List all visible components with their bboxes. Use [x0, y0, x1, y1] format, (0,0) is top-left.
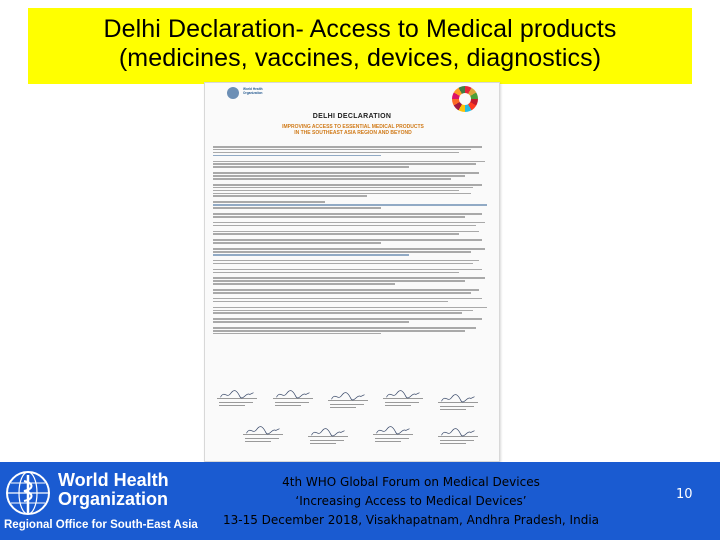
document-text-line	[213, 149, 471, 151]
document-text-line	[213, 280, 465, 282]
signature	[217, 387, 257, 399]
document-text-line	[213, 301, 448, 303]
signature-caption	[385, 402, 419, 403]
footer-org-line-2: Organization	[58, 489, 169, 509]
document-text-line	[213, 155, 381, 157]
sdg-wheel-icon	[452, 86, 478, 112]
document-text-line	[213, 292, 471, 294]
document-text-line	[213, 318, 482, 320]
who-emblem-icon	[227, 87, 239, 99]
footer-region: Regional Office for South-East Asia	[4, 519, 198, 531]
signature	[383, 387, 423, 399]
document-text-line	[213, 333, 381, 335]
signature-caption	[375, 438, 409, 439]
document-text-line	[213, 172, 479, 174]
document-text-line	[213, 178, 451, 180]
document-signatures	[213, 385, 493, 457]
forum-name: 4th WHO Global Forum on Medical Devices	[282, 475, 540, 489]
document-text-line	[213, 166, 409, 168]
slide-title-line-2: (medicines, vaccines, devices, diagnostics)	[118, 44, 602, 72]
signature-caption	[219, 402, 253, 403]
signature	[328, 389, 368, 401]
document-text-line	[213, 163, 476, 165]
signature-caption	[385, 405, 411, 406]
signature	[438, 425, 478, 437]
document-text-line	[213, 225, 476, 227]
document-text-line	[213, 184, 482, 186]
forum-date-location: 13-15 December 2018, Visakhapatnam, Andhra Pradesh, India	[222, 513, 600, 527]
document-subheading	[245, 124, 461, 136]
document-text-line	[213, 254, 409, 256]
signature-caption	[219, 405, 245, 406]
signature	[273, 387, 313, 399]
signature-caption	[310, 443, 336, 444]
document-text-line	[213, 260, 479, 262]
forum-theme: ‘Increasing Access to Medical Devices’	[295, 494, 527, 508]
document-text-line	[213, 283, 395, 285]
document-org-line-1: World Health	[243, 87, 263, 91]
document-text-line	[213, 289, 479, 291]
signature-caption	[245, 438, 279, 439]
document-text-line	[213, 204, 487, 206]
document-text-line	[213, 233, 459, 235]
signature-caption	[310, 440, 344, 441]
signature-caption	[330, 407, 356, 408]
document-text-line	[213, 251, 471, 253]
signature-caption	[245, 441, 271, 442]
document-text-line	[213, 201, 325, 203]
footer-bar	[0, 462, 720, 540]
declaration-document-image	[204, 82, 500, 462]
document-text-line	[213, 312, 462, 314]
document-text-line	[213, 307, 487, 309]
signature	[373, 423, 413, 435]
document-text-line	[213, 152, 459, 154]
slide-title-line-1: Delhi Declaration- Access to Medical products	[103, 15, 617, 43]
document-text-line	[213, 239, 482, 241]
document-org-line-2: Organization	[243, 90, 263, 95]
document-text-line	[213, 187, 473, 189]
signature-caption	[440, 406, 474, 407]
document-text-line	[213, 269, 482, 271]
document-text-line	[213, 231, 479, 233]
document-text-line	[213, 213, 482, 215]
signature	[438, 391, 478, 403]
document-text-line	[213, 263, 473, 265]
document-text-line	[213, 272, 459, 274]
document-text-line	[213, 298, 482, 300]
footer-org-name	[58, 471, 169, 509]
document-text-line	[213, 190, 459, 192]
document-text-line	[213, 242, 381, 244]
document-text-line	[213, 146, 482, 148]
document-text-line	[213, 193, 471, 195]
signature-caption	[440, 409, 466, 410]
document-body-text	[213, 146, 493, 336]
document-heading: DELHI DECLARATION	[312, 113, 392, 120]
signature-caption	[275, 405, 301, 406]
document-subheading-line-1: IMPROVING ACCESS TO ESSENTIAL MEDICAL PRODUCTS	[282, 124, 424, 130]
signature-caption	[440, 443, 466, 444]
slide-number: 10	[676, 487, 693, 502]
signature-caption	[375, 441, 401, 442]
document-text-line	[213, 321, 409, 323]
signature-caption	[440, 440, 474, 441]
document-subheading-line-2: IN THE SOUTHEAST ASIA REGION AND BEYOND	[294, 130, 412, 136]
signature	[243, 423, 283, 435]
footer-org-line-1: World Health	[58, 470, 169, 490]
document-text-line	[213, 216, 465, 218]
signature-caption	[275, 402, 309, 403]
document-text-line	[213, 330, 465, 332]
document-org-name	[243, 88, 263, 95]
signature	[308, 425, 348, 437]
document-text-line	[213, 175, 465, 177]
document-text-line	[213, 161, 485, 163]
document-text-line	[213, 327, 476, 329]
document-text-line	[213, 310, 473, 312]
signature-caption	[330, 404, 364, 405]
document-text-line	[213, 207, 381, 209]
who-emblem-icon	[4, 469, 52, 517]
slide-title	[28, 8, 692, 84]
document-text-line	[213, 222, 485, 224]
forum-info	[196, 473, 626, 530]
document-text-line	[213, 195, 367, 197]
document-text-line	[213, 248, 485, 250]
document-text-line	[213, 277, 485, 279]
